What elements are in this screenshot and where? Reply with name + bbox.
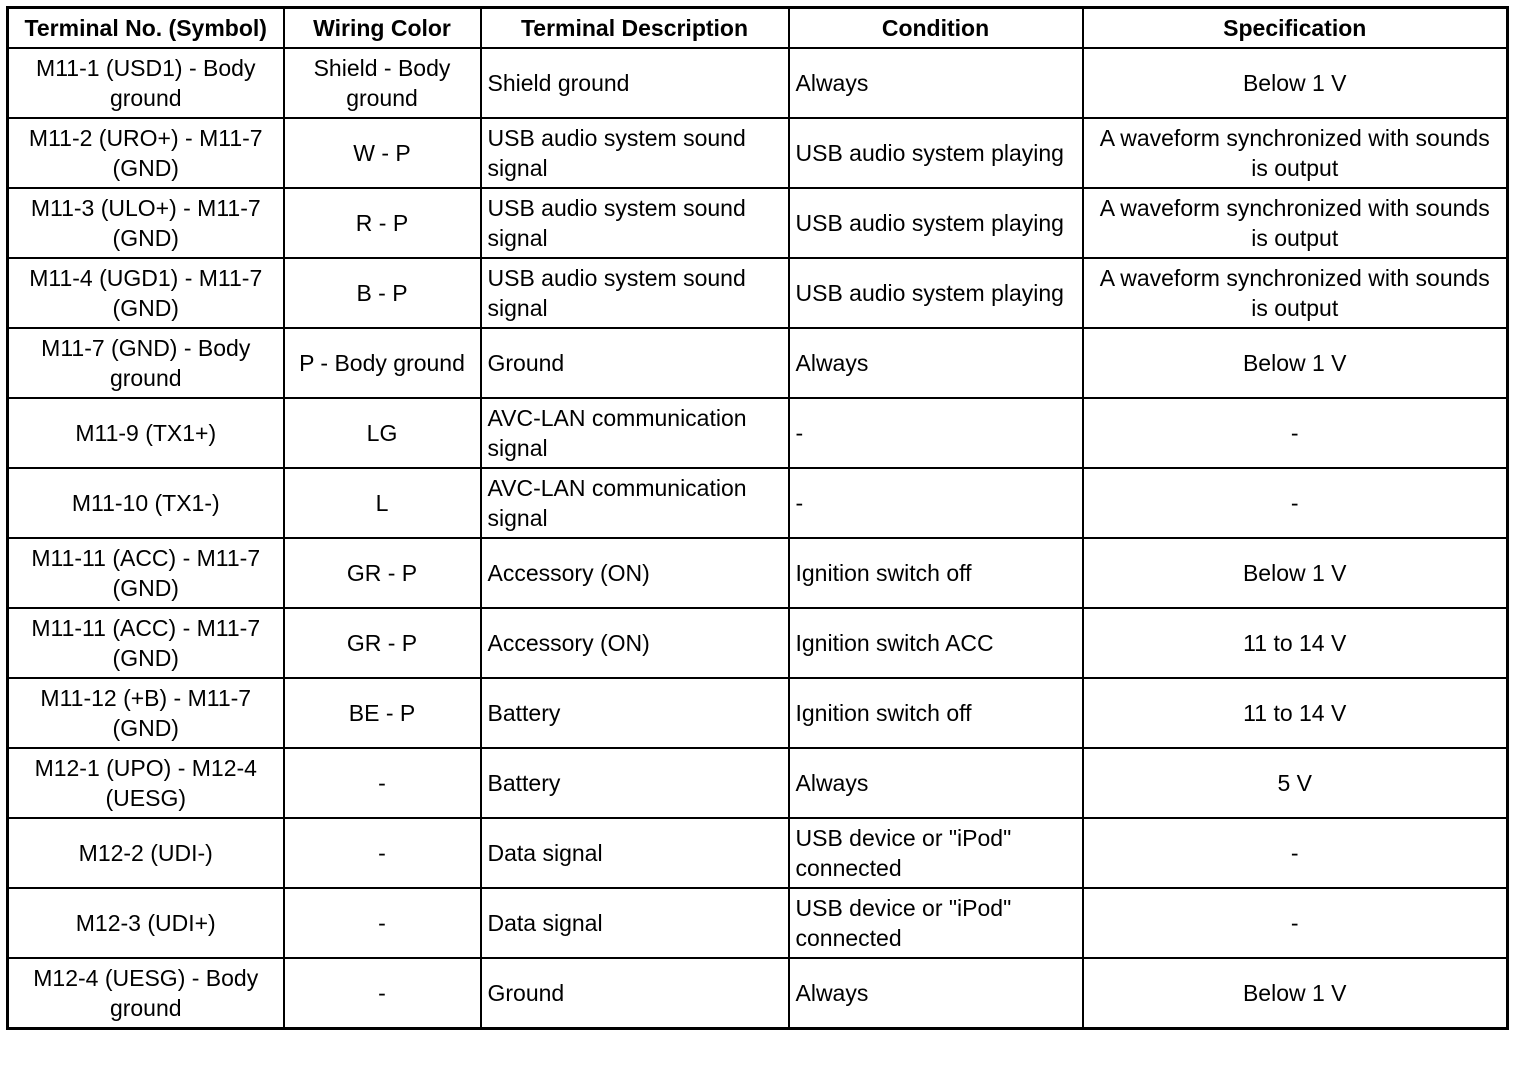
cell-terminal: M11-2 (URO+) - M11-7 (GND)	[8, 118, 284, 188]
cell-wiring-color: GR - P	[284, 608, 481, 678]
cell-specification: -	[1083, 888, 1508, 958]
cell-specification: Below 1 V	[1083, 48, 1508, 118]
cell-description: Data signal	[481, 888, 789, 958]
table-row	[8, 958, 1508, 1029]
table-row	[8, 608, 1508, 678]
cell-wiring-color: -	[284, 748, 481, 818]
table-header	[8, 8, 1508, 49]
cell-terminal: M11-11 (ACC) - M11-7 (GND)	[8, 608, 284, 678]
cell-condition: Always	[789, 748, 1083, 818]
cell-description: Shield ground	[481, 48, 789, 118]
cell-specification: -	[1083, 468, 1508, 538]
cell-condition: USB audio system playing	[789, 118, 1083, 188]
terminal-spec-table-container	[6, 6, 1506, 1030]
cell-condition: Ignition switch off	[789, 678, 1083, 748]
header-specification: Specification	[1083, 8, 1508, 49]
cell-description: Battery	[481, 678, 789, 748]
header-condition: Condition	[789, 8, 1083, 49]
cell-terminal: M11-12 (+B) - M11-7 (GND)	[8, 678, 284, 748]
cell-terminal: M11-7 (GND) - Body ground	[8, 328, 284, 398]
table-row	[8, 398, 1508, 468]
cell-specification: -	[1083, 818, 1508, 888]
cell-specification: A waveform synchronized with sounds is output	[1083, 118, 1508, 188]
cell-condition: Ignition switch off	[789, 538, 1083, 608]
cell-terminal: M11-1 (USD1) - Body ground	[8, 48, 284, 118]
cell-condition: Always	[789, 958, 1083, 1029]
cell-terminal: M12-2 (UDI-)	[8, 818, 284, 888]
cell-terminal: M11-10 (TX1-)	[8, 468, 284, 538]
cell-description: Data signal	[481, 818, 789, 888]
cell-description: AVC-LAN communication signal	[481, 468, 789, 538]
cell-wiring-color: -	[284, 958, 481, 1029]
cell-condition: -	[789, 468, 1083, 538]
cell-terminal: M11-11 (ACC) - M11-7 (GND)	[8, 538, 284, 608]
table-row	[8, 538, 1508, 608]
cell-condition: USB device or "iPod" connected	[789, 818, 1083, 888]
cell-wiring-color: BE - P	[284, 678, 481, 748]
cell-condition: USB audio system playing	[789, 188, 1083, 258]
header-terminal: Terminal No. (Symbol)	[8, 8, 284, 49]
cell-terminal: M12-1 (UPO) - M12-4 (UESG)	[8, 748, 284, 818]
cell-condition: Always	[789, 328, 1083, 398]
cell-wiring-color: W - P	[284, 118, 481, 188]
cell-description: USB audio system sound signal	[481, 258, 789, 328]
cell-terminal: M11-4 (UGD1) - M11-7 (GND)	[8, 258, 284, 328]
cell-terminal: M11-3 (ULO+) - M11-7 (GND)	[8, 188, 284, 258]
cell-wiring-color: Shield - Body ground	[284, 48, 481, 118]
cell-terminal: M12-4 (UESG) - Body ground	[8, 958, 284, 1029]
table-row	[8, 888, 1508, 958]
cell-specification: A waveform synchronized with sounds is output	[1083, 258, 1508, 328]
cell-specification: Below 1 V	[1083, 958, 1508, 1029]
table-row	[8, 468, 1508, 538]
table-row	[8, 48, 1508, 118]
header-row	[8, 8, 1508, 49]
cell-wiring-color: P - Body ground	[284, 328, 481, 398]
cell-description: Battery	[481, 748, 789, 818]
cell-condition: USB device or "iPod" connected	[789, 888, 1083, 958]
cell-specification: Below 1 V	[1083, 538, 1508, 608]
cell-terminal: M12-3 (UDI+)	[8, 888, 284, 958]
table-body	[8, 48, 1508, 1029]
table-row	[8, 818, 1508, 888]
header-terminal-description: Terminal Description	[481, 8, 789, 49]
cell-description: USB audio system sound signal	[481, 118, 789, 188]
cell-wiring-color: -	[284, 818, 481, 888]
cell-wiring-color: GR - P	[284, 538, 481, 608]
cell-terminal: M11-9 (TX1+)	[8, 398, 284, 468]
cell-description: Ground	[481, 958, 789, 1029]
table-row	[8, 328, 1508, 398]
cell-wiring-color: -	[284, 888, 481, 958]
cell-specification: Below 1 V	[1083, 328, 1508, 398]
cell-specification: 11 to 14 V	[1083, 608, 1508, 678]
cell-wiring-color: R - P	[284, 188, 481, 258]
cell-specification: 5 V	[1083, 748, 1508, 818]
table-row	[8, 678, 1508, 748]
cell-condition: Ignition switch ACC	[789, 608, 1083, 678]
table-row	[8, 748, 1508, 818]
table-row	[8, 188, 1508, 258]
cell-specification: -	[1083, 398, 1508, 468]
table-row	[8, 258, 1508, 328]
cell-wiring-color: LG	[284, 398, 481, 468]
cell-description: Accessory (ON)	[481, 538, 789, 608]
terminal-spec-table	[6, 6, 1509, 1030]
cell-description: USB audio system sound signal	[481, 188, 789, 258]
cell-description: AVC-LAN communication signal	[481, 398, 789, 468]
cell-wiring-color: L	[284, 468, 481, 538]
cell-specification: 11 to 14 V	[1083, 678, 1508, 748]
cell-description: Accessory (ON)	[481, 608, 789, 678]
cell-condition: -	[789, 398, 1083, 468]
cell-description: Ground	[481, 328, 789, 398]
header-wiring-color: Wiring Color	[284, 8, 481, 49]
cell-condition: USB audio system playing	[789, 258, 1083, 328]
table-row	[8, 118, 1508, 188]
cell-wiring-color: B - P	[284, 258, 481, 328]
cell-specification: A waveform synchronized with sounds is output	[1083, 188, 1508, 258]
cell-condition: Always	[789, 48, 1083, 118]
